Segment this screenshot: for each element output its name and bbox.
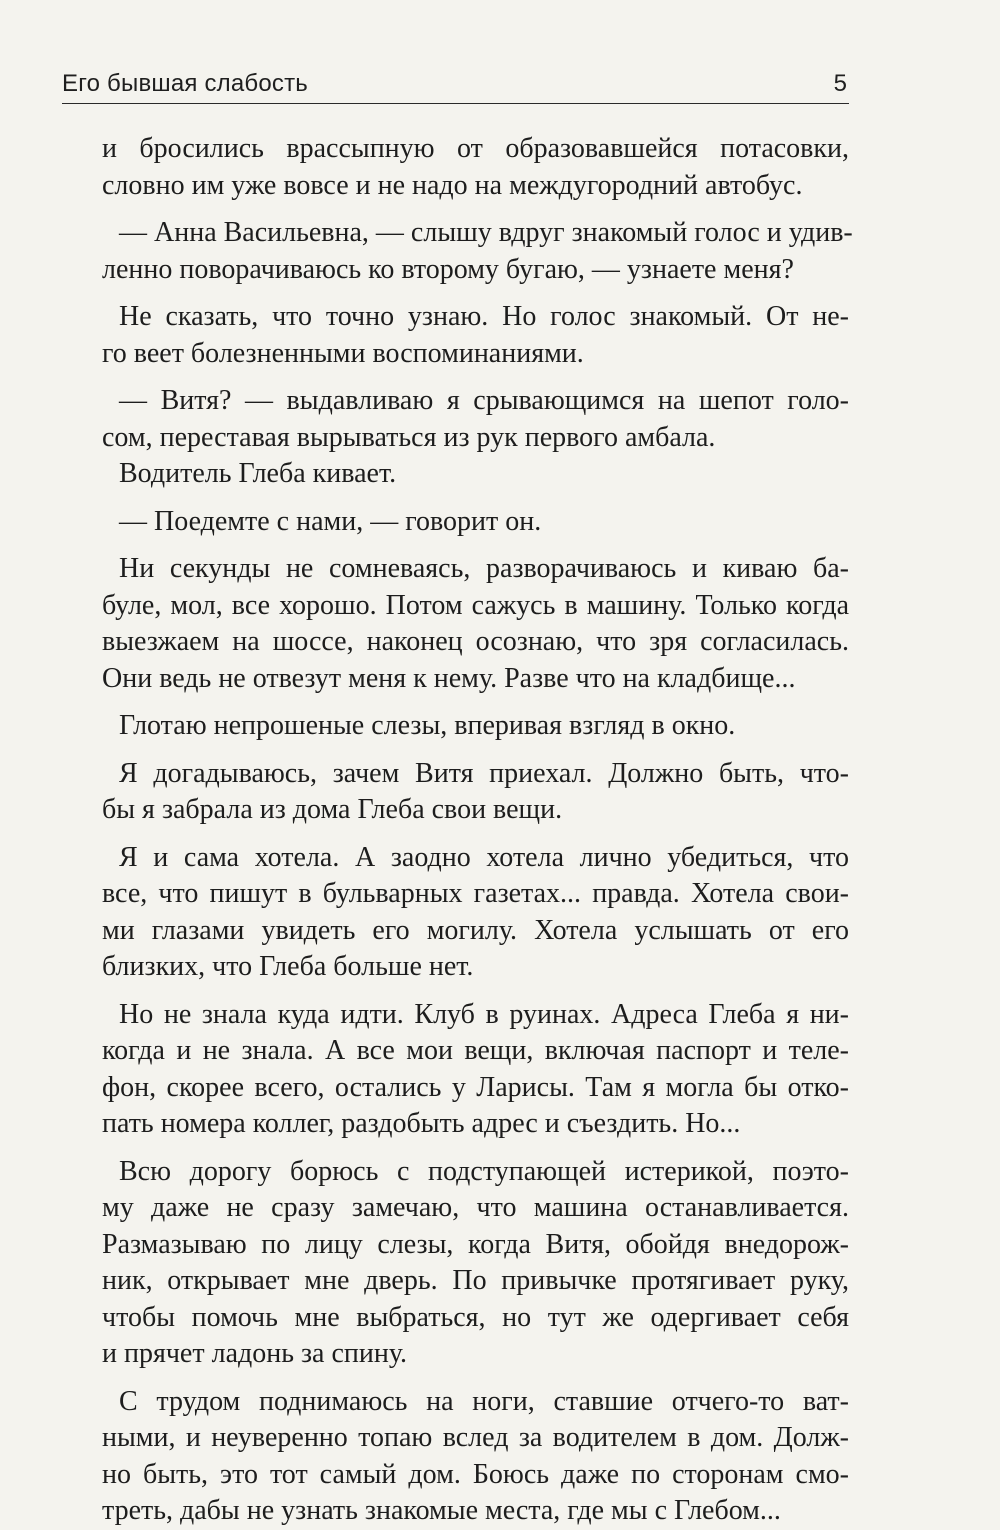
text-line: когда и не знала. А все мои вещи, включая паспорт и теле- <box>102 1035 849 1066</box>
text-line: го веет болезненными воспоминаниями. <box>102 337 584 369</box>
text-line: С трудом поднимаюсь на ноги, ставшие отчего-то ват- <box>119 1385 849 1417</box>
text-line: Ни секунды не сомневаясь, разворачиваюсь и киваю ба- <box>119 553 849 584</box>
header-rule <box>62 103 849 104</box>
running-title: Его бывшая слабость <box>62 70 309 97</box>
text-line: ми глазами увидеть его могилу. Хотела услышать от его <box>102 914 849 946</box>
body-text <box>102 131 853 1530</box>
text-line: пать номера коллег, раздобыть адрес и съездить. Но... <box>102 1108 741 1139</box>
text-line: ник, открывает мне дверь. По привычке протягивает руку, <box>102 1265 849 1296</box>
text-line: ными, и неуверенно топаю вслед за водителем в дом. Долж- <box>102 1422 849 1453</box>
text-line: чтобы помочь мне выбраться, но тут же одергивает себя <box>102 1301 849 1333</box>
text-line: и бросились врассыпную от образовавшейся потасовки, <box>102 133 849 164</box>
text-line: — Витя? — выдавливаю я срывающимся на шепот голо- <box>119 385 849 416</box>
text-line: треть, дабы не узнать знакомые места, где мы с Глебом... <box>102 1495 781 1526</box>
text-line: близких, что Глеба больше нет. <box>102 951 474 982</box>
text-line: ленно поворачиваюсь ко второму бугаю, — узнаете меня? <box>102 253 794 285</box>
text-line: Размазываю по лицу слезы, когда Витя, обойдя внедорож- <box>102 1228 849 1260</box>
text-line: — Поедемте с нами, — говорит он. <box>119 505 542 537</box>
text-line: Всю дорогу борюсь с подступающей истерикой, поэто- <box>119 1155 849 1187</box>
text-line: му даже не сразу замечаю, что машина останавливается. <box>102 1192 849 1223</box>
text-line: выезжаем на шоссе, наконец осознаю, что зря согласилась. <box>102 626 849 657</box>
page-number: 5 <box>833 70 847 97</box>
text-line: — Анна Васильевна, — слышу вдруг знакомый голос и удив- <box>119 217 853 248</box>
text-line: сом, переставая вырываться из рук первого амбала. <box>102 421 716 453</box>
text-line: словно им уже вовсе и не надо на междугородний автобус. <box>102 169 803 201</box>
text-line: все, что пишут в бульварных газетах... правда. Хотела свои- <box>102 878 849 909</box>
text-line: Но не знала куда идти. Клуб в руинах. Адреса Глеба я ни- <box>119 998 849 1030</box>
running-header <box>62 66 849 100</box>
text-line: и прячет ладонь за спину. <box>102 1338 408 1369</box>
text-line: Я и сама хотела. А заодно хотела лично убедиться, что <box>119 841 849 873</box>
text-line: буле, мол, все хорошо. Потом сажусь в машину. Только когда <box>102 589 849 621</box>
text-line: Водитель Глеба кивает. <box>119 458 397 489</box>
text-line: Они ведь не отвезут меня к нему. Разве что на кладбище... <box>102 662 796 694</box>
text-line: Не сказать, что точно узнаю. Но голос знакомый. От не- <box>119 301 849 332</box>
text-line: фон, скорее всего, остались у Ларисы. Там я могла бы отко- <box>102 1071 849 1103</box>
text-line: но быть, это тот самый дом. Боюсь даже по сторонам смо- <box>102 1458 849 1490</box>
text-line: бы я забрала из дома Глеба свои вещи. <box>102 794 563 825</box>
text-line: Я догадываюсь, зачем Витя приехал. Должно быть, что- <box>119 757 849 789</box>
text-line: Глотаю непрошеные слезы, вперивая взгляд в окно. <box>119 710 736 741</box>
